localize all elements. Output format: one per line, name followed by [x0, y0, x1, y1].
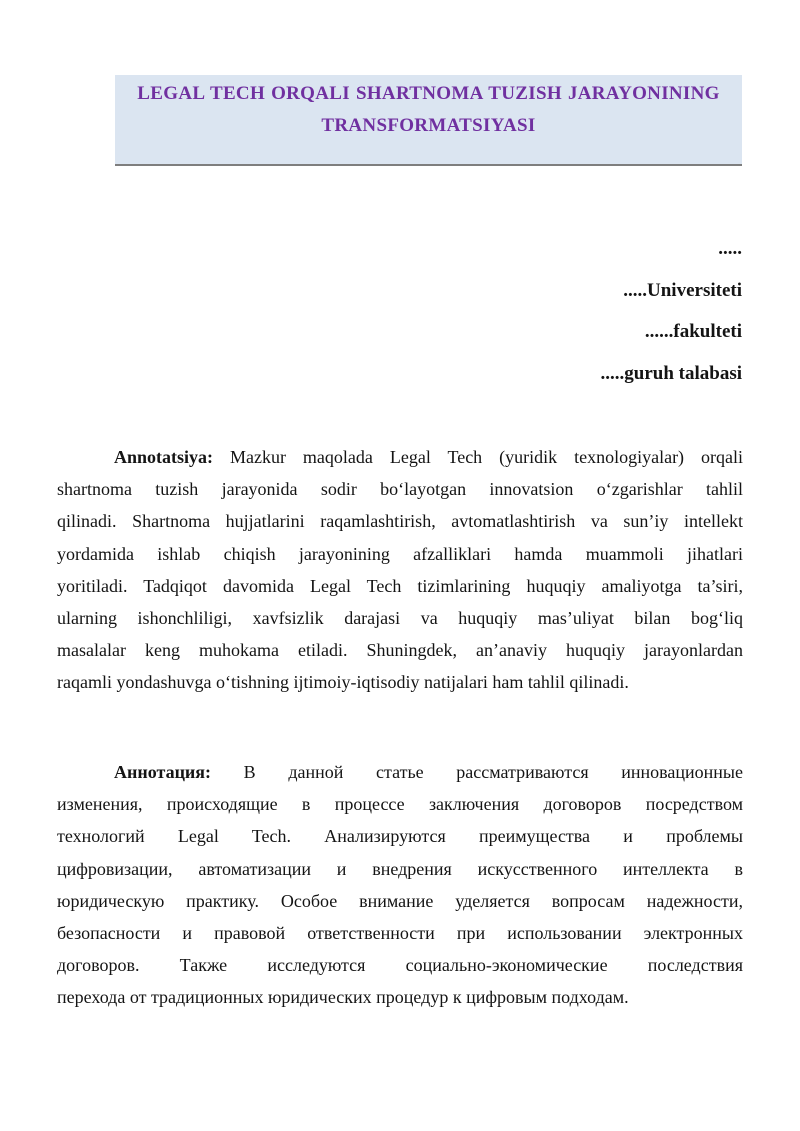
- author-line-university: .....Universiteti: [623, 279, 742, 301]
- abstract-ru-line-5: юридическую практику. Особое внимание уделяется вопросам надежности,: [57, 890, 743, 911]
- abstract-uz-line-2: shartnoma tuzish jarayonida sodir bo‘layotgan innovatsion o‘zgarishlar tahlil: [57, 479, 743, 500]
- abstract-ru-line-2: изменения, происходящие в процессе заключения договоров посредством: [57, 794, 743, 815]
- abstract-ru-line-4: цифровизации, автоматизации и внедрения искусственного интеллекта в: [57, 858, 743, 879]
- title-box: [115, 75, 742, 166]
- abstract-ru-line-7: договоров. Также исследуются социально-экономические последствия: [57, 955, 743, 976]
- abstract-uz-line-8: raqamli yondashuvga o‘tishning ijtimoiy-iqtisodiy natijalari ham tahlil qilinadi.: [57, 672, 629, 693]
- abstract-ru-line-6: безопасности и правовой ответственности при использовании электронных: [57, 923, 743, 944]
- abstract-uz-line-7: masalalar keng muhokama etiladi. Shuningdek, an’anaviy huquqiy jarayonlardan: [57, 640, 743, 661]
- abstract-uz-line-5: yoritiladi. Tadqiqot davomida Legal Tech tizimlarining huquqiy amaliyotga ta’siri,: [57, 575, 743, 596]
- abstract-ru-line-1-rest: В данной статье рассматриваются инновационные: [211, 762, 743, 782]
- abstract-ru-paragraph: [57, 756, 743, 1014]
- author-line-faculty: ......fakulteti: [644, 321, 742, 342]
- document-title-line2: TRANSFORMATSIYASI: [321, 115, 536, 136]
- abstract-uz-line-1-rest: Mazkur maqolada Legal Tech (yuridik texnologiyalar) orqali: [213, 447, 743, 467]
- abstract-uz-line-1: [57, 441, 743, 473]
- abstract-uz-label: Annotatsiya:: [114, 447, 214, 467]
- abstract-ru-line-1: [57, 756, 743, 788]
- abstract-uz-line-6: ularning ishonchliligi, xavfsizlik darajasi va huquqiy mas’uliyat bilan bog‘liq: [57, 608, 743, 629]
- author-line-group-student: .....guruh talabasi: [600, 362, 742, 384]
- author-line-dots: .....: [718, 238, 742, 259]
- abstract-ru-label: Аннотация:: [114, 762, 212, 782]
- document-title-line1: LEGAL TECH ORQALI SHARTNOMA TUZISH JARAYONINING: [137, 83, 720, 104]
- abstract-uz-line-3: qilinadi. Shartnoma hujjatlarini raqamlashtirish, avtomatlashtirish va sun’iy intellekt: [57, 511, 743, 532]
- abstract-uz-line-4: yordamida ishlab chiqish jarayonining afzalliklari hamda muammoli jihatlari: [57, 543, 743, 564]
- abstract-ru-line-3: технологий Legal Tech. Анализируются преимущества и проблемы: [57, 826, 743, 847]
- abstract-ru-line-8: перехода от традиционных юридических процедур к цифровым подходам.: [57, 987, 629, 1008]
- abstract-uz-paragraph: [57, 441, 743, 699]
- author-block: [58, 228, 742, 394]
